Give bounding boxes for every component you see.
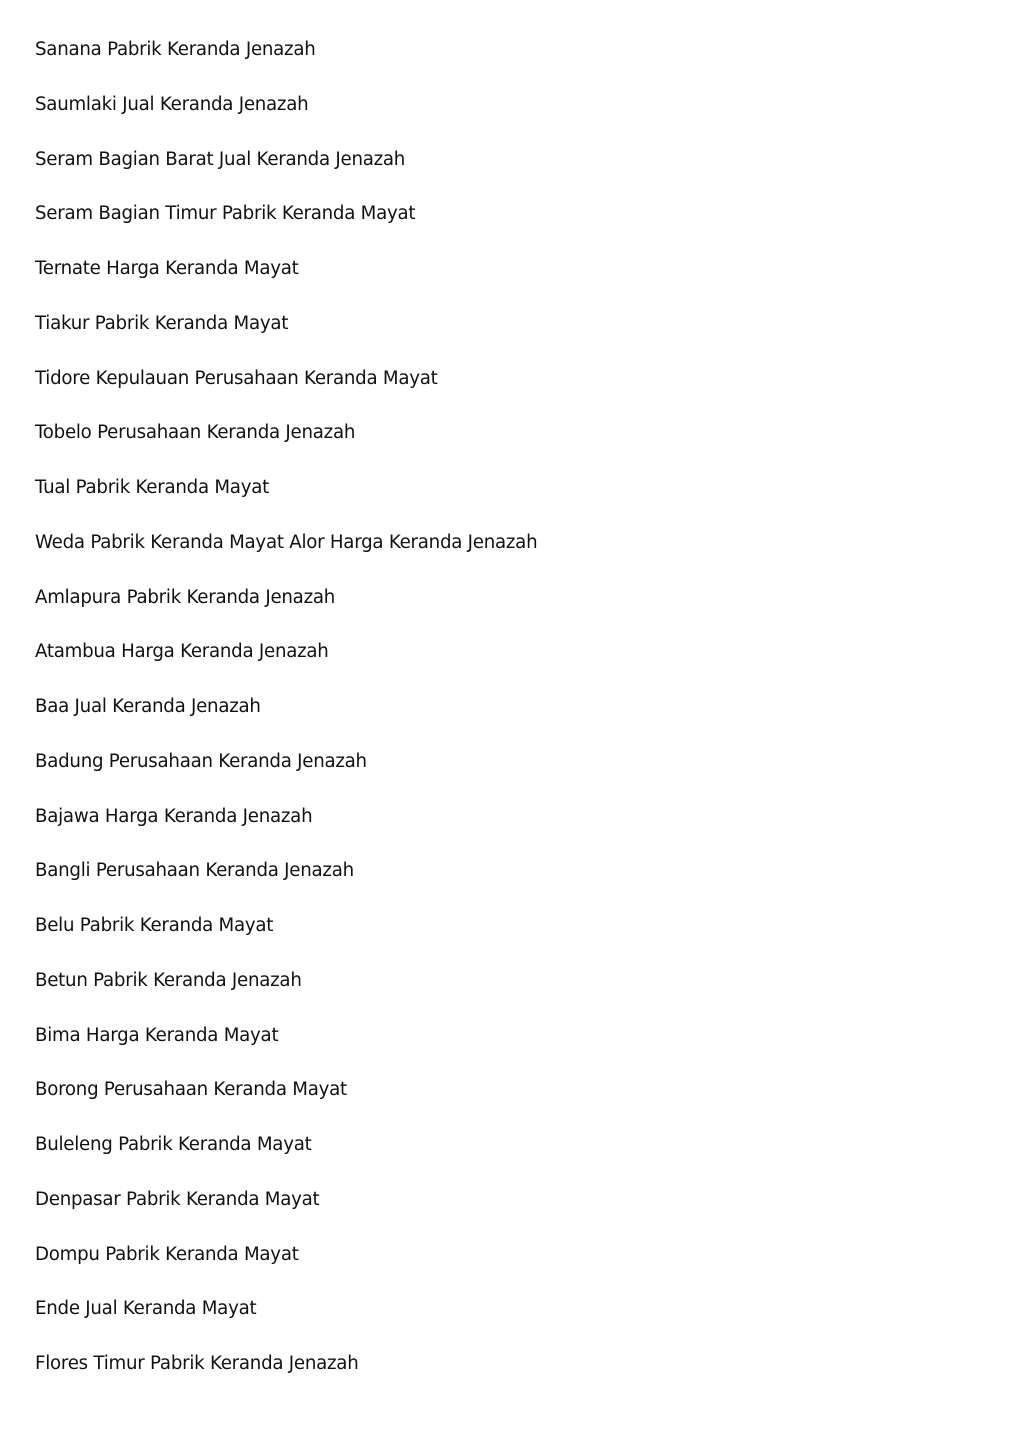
text-line: Ternate Harga Keranda Mayat xyxy=(35,258,299,279)
text-line: Amlapura Pabrik Keranda Jenazah xyxy=(35,586,336,608)
text-line: Bajawa Harga Keranda Jenazah xyxy=(35,805,313,827)
text-line: Bangli Perusahaan Keranda Jenazah xyxy=(35,860,354,882)
text-line: Tobelo Perusahaan Keranda Jenazah xyxy=(35,422,356,444)
text-line: Ende Jual Keranda Mayat xyxy=(35,1298,257,1320)
text-line: Flores Timur Pabrik Keranda Jenazah xyxy=(35,1353,359,1374)
text-line: Tidore Kepulauan Perusahaan Keranda Mayat xyxy=(35,367,438,389)
text-line: Baa Jual Keranda Jenazah xyxy=(35,696,261,717)
text-line: Tiakur Pabrik Keranda Mayat xyxy=(35,312,289,334)
text-line: Buleleng Pabrik Keranda Mayat xyxy=(35,1134,312,1155)
text-line: Atambua Harga Keranda Jenazah xyxy=(35,641,329,663)
text-line: Denpasar Pabrik Keranda Mayat xyxy=(35,1188,320,1210)
text-line: Seram Bagian Timur Pabrik Keranda Mayat xyxy=(35,203,416,225)
text-line-list xyxy=(35,38,985,1407)
text-line: Belu Pabrik Keranda Mayat xyxy=(35,915,274,936)
text-line: Seram Bagian Barat Jual Keranda Jenazah xyxy=(35,148,406,170)
text-line: Sanana Pabrik Keranda Jenazah xyxy=(35,39,316,60)
text-line: Badung Perusahaan Keranda Jenazah xyxy=(35,750,367,772)
text-line: Dompu Pabrik Keranda Mayat xyxy=(35,1243,299,1265)
text-line: Tual Pabrik Keranda Mayat xyxy=(35,477,269,498)
text-line: Bima Harga Keranda Mayat xyxy=(35,1024,279,1046)
text-line: Borong Perusahaan Keranda Mayat xyxy=(35,1079,347,1101)
text-line: Weda Pabrik Keranda Mayat Alor Harga Keranda Jenazah xyxy=(35,531,538,553)
text-line: Betun Pabrik Keranda Jenazah xyxy=(35,969,302,991)
text-line: Saumlaki Jual Keranda Jenazah xyxy=(35,93,309,115)
